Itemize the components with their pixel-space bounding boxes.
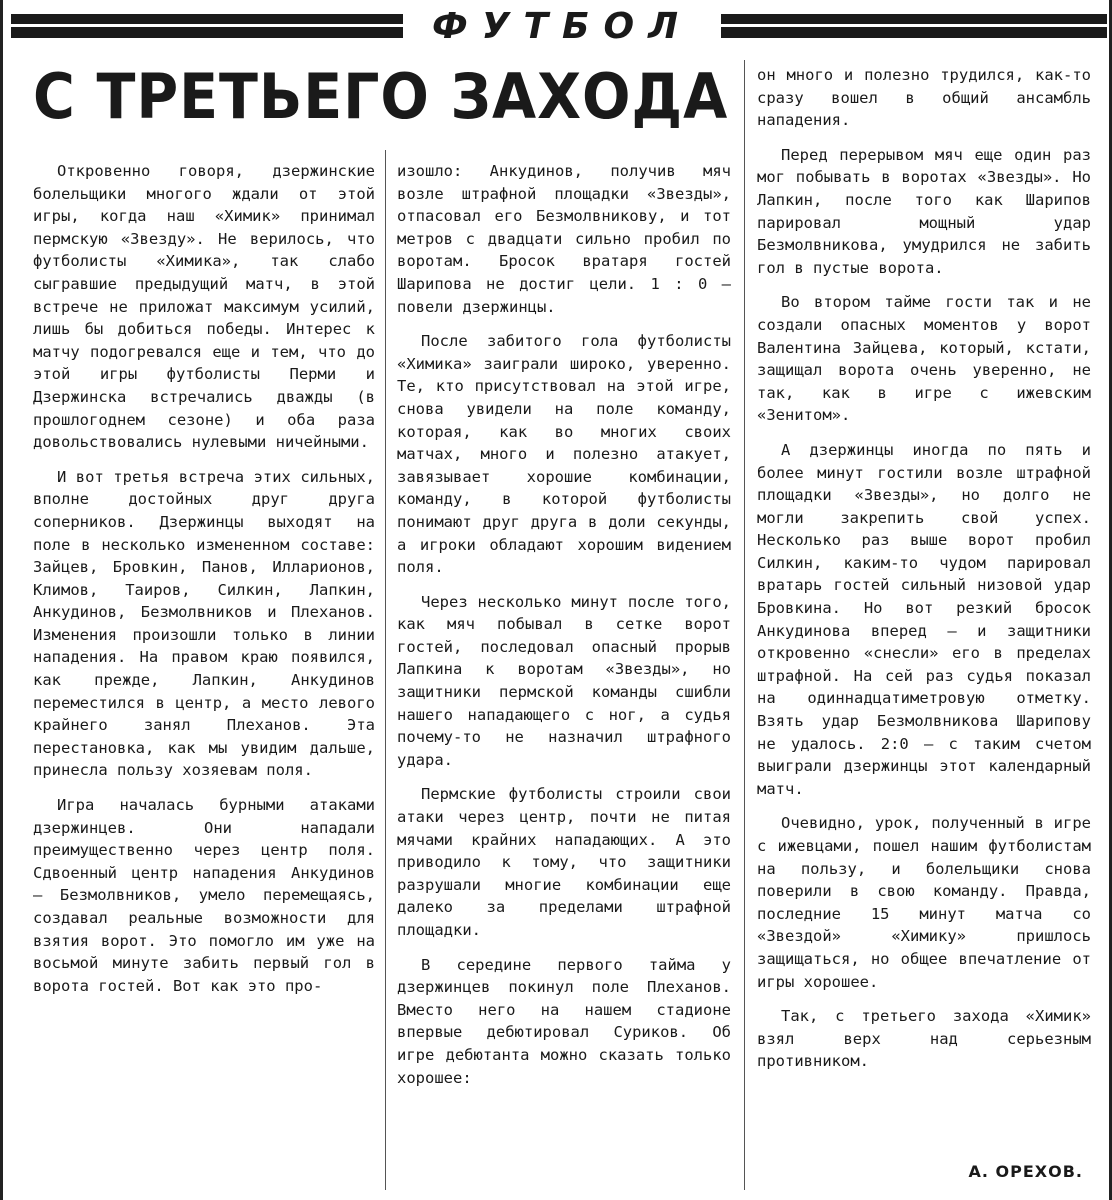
paragraph: Пермские футболисты строили свои атаки через центр, почти не питая мячами крайних нападающих. А это приводило к тому, что защитники разрушали многие комбинации еще далеко за пределами штрафной площадки.	[397, 785, 731, 939]
paragraph: он много и полезно трудился, как-то сразу вошел в общий ансамбль нападения.	[757, 66, 1091, 130]
paragraph: Перед перерывом мяч еще один раз мог побывать в воротах «Звезды». Но Лапкин, после того как Шарипов парировал мощный удар Безмолвникова, умудрился не забить гол в пустые ворота.	[757, 145, 1091, 277]
article-column-1	[33, 160, 375, 1009]
paragraph: И вот третья встреча этих сильных, вполне достойных друг друга соперников. Дзержинцы выходят на поле в несколько измененном составе: Зайцев, Бровкин, Панов, Илларионов, Климов, Таиров, Силкин, Лапкин, Анкудинов, Безмолвников и Плеханов. Изменения произошли только в линии нападения. На правом краю появился, как прежде, Лапкин, Анкудинов переместился в центр, а место левого крайнего занял Плеханов. Эта перестановка, как мы увидим дальше, принесла пользу хозяевам поля.	[33, 467, 375, 780]
section-rubric: ФУТБОЛ	[432, 6, 692, 47]
article-column-2	[397, 160, 731, 1101]
paragraph: Во втором тайме гости так и не создали опасных моментов у ворот Валентина Зайцева, который, кстати, защищал ворота очень уверенно, не так, как в игре с ижевским «Зенитом».	[757, 293, 1091, 425]
paragraph: Откровенно говоря, дзержинские болельщики многого ждали от этой игры, когда наш «Химик» принимал пермскую «Звезду». Не верилось, что футболисты «Химика», так слабо сыгравшие предыдущий матч, в этой встрече не приложат максимум усилий, лишь бы добиться победы. Интерес к матчу подогревался еще и тем, что до этой игры футболисты Перми и Дзержинска встречались дважды (в прошлогоднем сезоне) и оба раза довольствовались нулевыми ничейными.	[33, 162, 375, 452]
paragraph: После забитого гола футболисты «Химика» заиграли широко, уверенно. Те, кто присутствовал на этой игре, снова увидели на поле команду, которая, как во многих своих матчах, много и полезно атакует, завязывает хорошие комбинации, команду, в которой футболисты понимают друг друга в доли секунды, а игроки обладают хорошим видением поля.	[397, 332, 731, 577]
paragraph: А дзержинцы иногда по пять и более минут гостили возле штрафной площадки «Звезды», но долго не могли закрепить свой успех. Несколько раз выше ворот пробил Силкин, каким-то чудом парировал вратарь гостей сильный низовой удар Бровкина. Но вот резкий бросок Анкудинова вперед — и защитники откровенно «снесли» его в пределах штрафной. На сей раз судья показал на одиннадцатиметровую отметку. Взять удар Безмолвникова Шарипову не удалось. 2:0 — с таким счетом выиграли дзержинцы этот календарный матч.	[757, 440, 1091, 798]
rubric-rule-right	[721, 14, 1107, 38]
column-divider-2	[744, 60, 745, 1190]
paragraph: изошло: Анкудинов, получив мяч возле штрафной площадки «Звезды», отпасовал его Безмолвникову, и тот метров с двадцати сильно пробил по воротам. Бросок вратаря гостей Шарипова не достиг цели. 1 : 0 — повели дзержинцы.	[397, 162, 731, 316]
paragraph: Так, с третьего захода «Химик» взял верх над серьезным противником.	[757, 1007, 1091, 1071]
author-signature: А. ОРЕХОВ.	[968, 1162, 1083, 1181]
article-headline: С ТРЕТЬЕГО ЗАХОДА	[33, 60, 729, 133]
paragraph: В середине первого тайма у дзержинцев покинул поле Плеханов. Вместо него на нашем стадионе впервые дебютировал Суриков. Об игре дебютанта можно сказать только хорошее:	[397, 955, 731, 1087]
column-divider-1	[385, 150, 386, 1190]
article-column-3	[757, 64, 1091, 1085]
paragraph: Очевидно, урок, полученный в игре с ижевцами, пошел нашим футболистам на пользу, и болельщики снова поверили в свою команду. Правда, последние 15 минут матча со «Звездой» «Химику» пришлось защищаться, но общее впечатление от игры хорошее.	[757, 814, 1091, 991]
paragraph: Игра началась бурными атаками дзержинцев. Они нападали преимущественно через центр поля. Сдвоенный центр нападения Анкудинов — Безмолвников, умело перемещаясь, создавал реальные возможности для взятия ворот. Это помогло им уже на восьмой минуте забить первый гол в ворота гостей. Вот как это про-	[33, 796, 375, 995]
rubric-rule-left	[11, 14, 403, 38]
paragraph: Через несколько минут после того, как мяч побывал в сетке ворот гостей, последовал опасный прорыв Лапкина к воротам «Звезды», но защитники пермской команды сшибли нашего нападающего с ног, а судья почему-то не назначил штрафного удара.	[397, 592, 731, 769]
